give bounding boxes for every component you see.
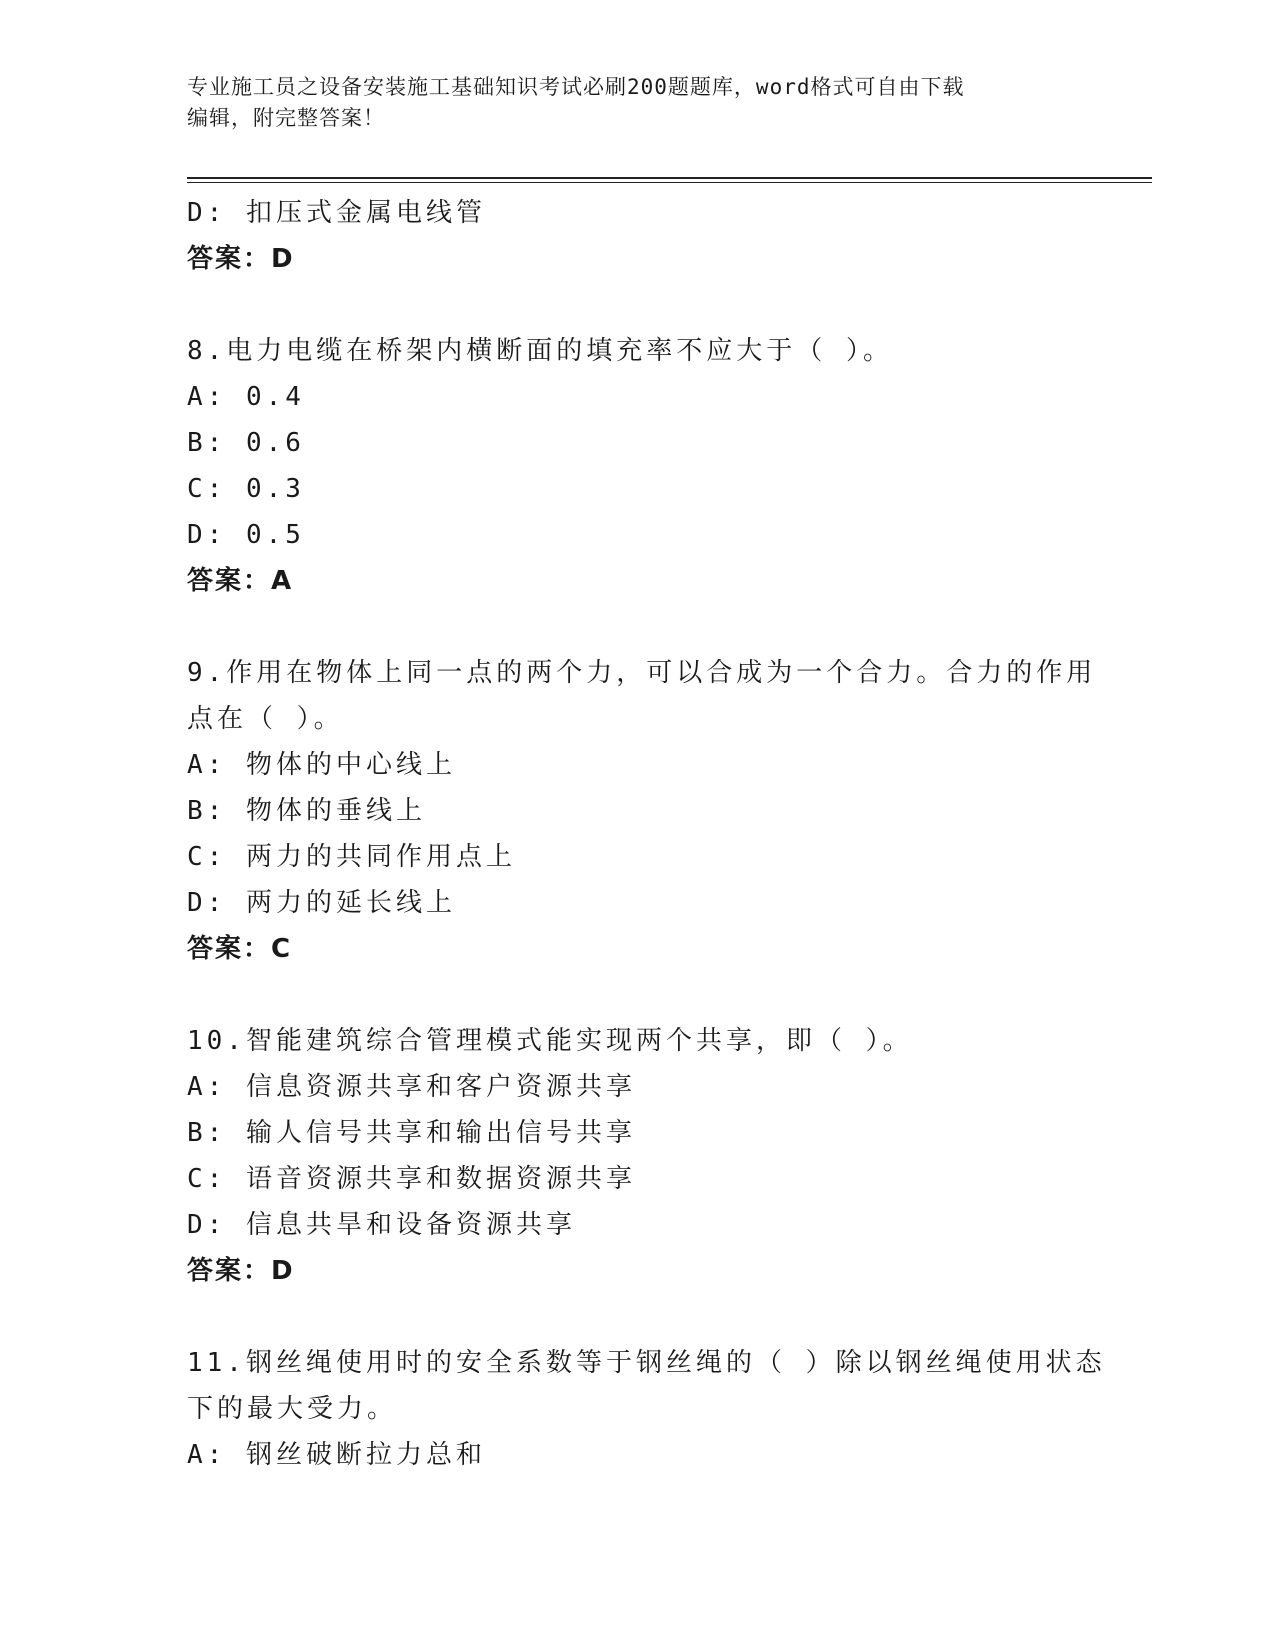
header-divider-thin [187, 182, 1152, 183]
option-b: B: 输人信号共享和输出信号共享 [187, 1118, 636, 1148]
option-c: C: 语音资源共享和数据资源共享 [187, 1164, 636, 1194]
option-d: D: 0.5 [187, 520, 305, 550]
spacer [187, 604, 1067, 650]
option-a: A: 物体的中心线上 [187, 750, 456, 780]
question-stem: 10.智能建筑综合管理模式能实现两个共享，即（ ）。 [187, 1026, 913, 1056]
question-stem-line-1: 9.作用在物体上同一点的两个力，可以合成为一个合力。合力的作用 [187, 658, 1097, 688]
option-a: A: 0.4 [187, 382, 305, 412]
header-line-1: 专业施工员之设备安装施工基础知识考试必刷200题题库，word格式可自由下载 [187, 75, 965, 99]
option-b: B: 物体的垂线上 [187, 796, 426, 826]
option-c: C: 0.3 [187, 474, 305, 504]
header-line-2: 编辑，附完整答案！ [187, 106, 385, 130]
question-10 [187, 1018, 1067, 1294]
prev-question-option-d: D: 扣压式金属电线管 [187, 198, 486, 228]
header-divider-thick [187, 177, 1152, 179]
question-stem-line-2: 点在（ ）。 [187, 704, 344, 734]
option-d: D: 两力的延长线上 [187, 888, 456, 918]
question-9 [187, 650, 1097, 972]
spacer [187, 972, 1067, 1018]
document-header [187, 72, 1067, 134]
question-8 [187, 328, 1067, 604]
question-list [187, 190, 1106, 1478]
question-answer: 答案：D [187, 1256, 295, 1286]
question-stem: 8.电力电缆在桥架内横断面的填充率不应大于（ ）。 [187, 336, 893, 366]
option-d: D: 信息共旱和设备资源共享 [187, 1210, 576, 1240]
spacer [187, 1294, 1067, 1340]
option-a: A: 信息资源共享和客户资源共享 [187, 1072, 636, 1102]
question-stem-line-2: 下的最大受力。 [187, 1394, 398, 1424]
question-stem-line-1: 11.钢丝绳使用时的安全系数等于钢丝绳的（ ）除以钢丝绳使用状态 [187, 1348, 1106, 1378]
option-c: C: 两力的共同作用点上 [187, 842, 516, 872]
spacer [187, 282, 1067, 328]
option-b: B: 0.6 [187, 428, 305, 458]
question-11 [187, 1340, 1106, 1478]
question-answer: 答案：C [187, 934, 293, 964]
question-answer: 答案：A [187, 566, 294, 596]
prev-question-answer: 答案：D [187, 244, 295, 274]
option-a: A: 钢丝破断拉力总和 [187, 1440, 486, 1470]
